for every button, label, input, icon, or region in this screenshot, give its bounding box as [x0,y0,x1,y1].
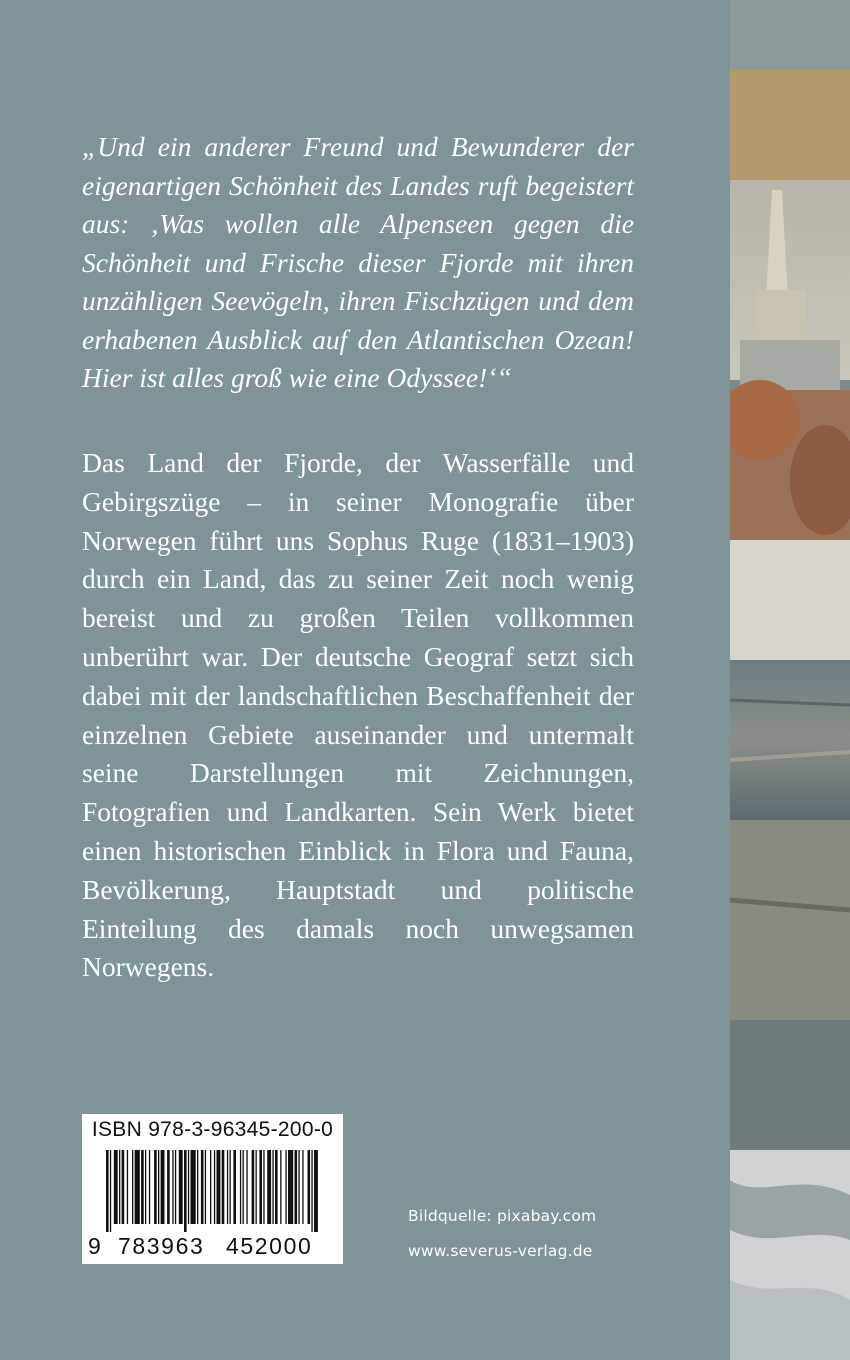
barcode-digit-first: 9 [88,1233,101,1259]
isbn-label: ISBN 978-3-96345-200-0 [91,1118,334,1141]
cover-painting-strip [730,0,850,1360]
book-description: Das Land der Fjorde, der Wasserfälle und Gebirgszüge – in seiner Monografie über Norwegen führt uns Sophus Ruge (1831–1903) durch ein Land, das zu seiner Zeit noch wenig bereist und zu großen Teilen vollkommen unberührt war. Der deutsche Geograf setzt sich dabei mit der landschaftlichen Beschaffenheit der einzelnen Gebiete auseinander und untermalt seine Darstellungen mit Zeichnungen, Fotografien und Landkarten. Sein Werk bietet einen historischen Einblick in Flora und Fauna, Bevölkerung, Hauptstadt und politische Einteilung des damals noch unwegsamen Norwegens. [82,447,634,983]
painting-image [730,0,850,1360]
cover-quote: „Und ein anderer Freund und Bewunderer der eigenartigen Schönheit des Landes ruft begeistert aus: ‚Was wollen alle Alpenseen gegen die Schönheit und Frische dieser Fjorde mit ihren unzähligen Seevögeln, ihren Fischzügen und dem erhabenen Ausblick auf den Atlantischen Ozean! Hier ist alles groß wie eine Odyssee!‘“ [82,131,634,393]
barcode-box [82,1114,343,1264]
barcode-digits-right: 452000 [226,1233,313,1259]
image-credit: Bildquelle: pixabay.com [408,1207,597,1225]
barcode-digits-left: 783963 [118,1233,205,1259]
barcode-graphic [106,1150,318,1232]
publisher-website: www.severus-verlag.de [408,1242,593,1260]
